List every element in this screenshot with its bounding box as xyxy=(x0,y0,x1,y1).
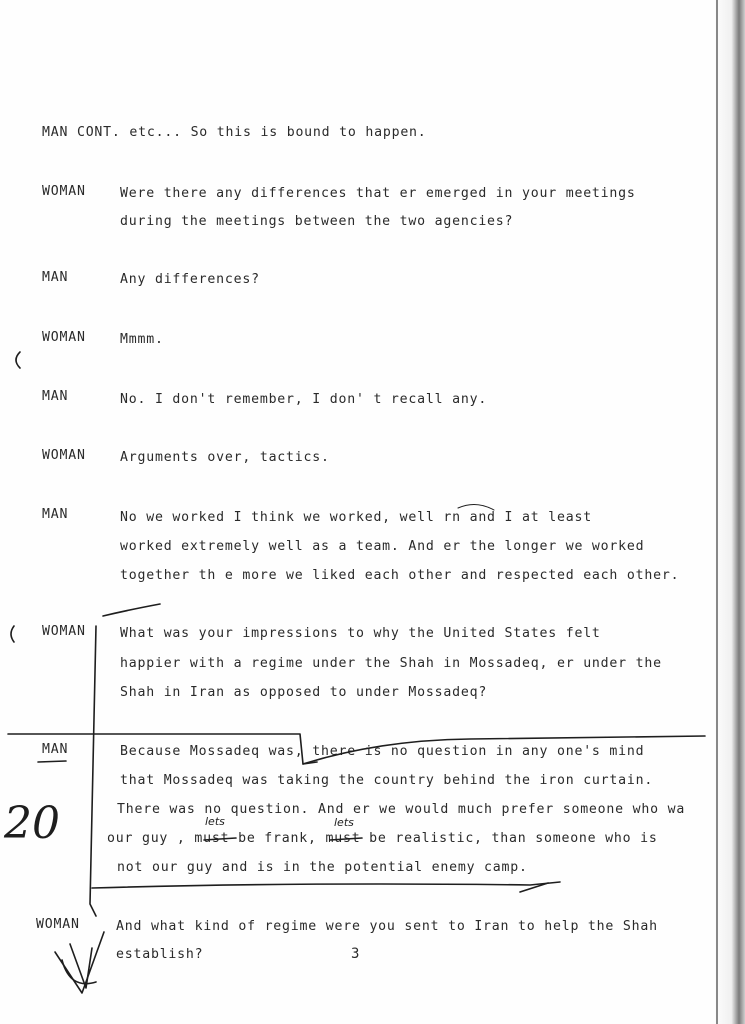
handwritten-insert: lets xyxy=(205,815,225,828)
dialogue-line: during the meetings between the two agencies? xyxy=(120,214,514,229)
dialogue-line: Arguments over, tactics. xyxy=(120,450,330,465)
dialogue-line: Were there any differences that er emerged in your meetings xyxy=(120,186,636,201)
underline xyxy=(38,761,66,762)
continuation-line: MAN CONT. etc... So this is bound to happen. xyxy=(42,125,427,140)
dialogue-line: our guy , must be frank, must be realistic, than someone who is xyxy=(107,831,658,846)
dialogue-line: And what kind of regime were you sent to Iran to help the Shah xyxy=(116,919,658,934)
dialogue-line: No we worked I think we worked, well rn and I at least xyxy=(120,510,592,525)
page-edge-shadow xyxy=(715,0,745,1024)
speaker-label: WOMAN xyxy=(42,330,86,345)
page-number: 3 xyxy=(351,946,360,962)
box-line xyxy=(303,762,317,764)
box-line xyxy=(92,882,560,888)
page-edge-line xyxy=(716,0,718,1024)
speaker-label: WOMAN xyxy=(36,917,80,932)
dialogue-line: Mmmm. xyxy=(120,332,164,347)
handwritten-insert: lets xyxy=(334,816,354,829)
dialogue-line: There was no question. And er we would much prefer someone who wa xyxy=(117,802,686,817)
dialogue-line: establish? xyxy=(116,947,204,962)
margin-paren-mark xyxy=(16,352,20,368)
speaker-label: WOMAN xyxy=(42,624,86,639)
dialogue-line: No. I don't remember, I don' t recall any. xyxy=(120,392,488,407)
speaker-label: MAN xyxy=(42,507,69,522)
dialogue-line: Shah in Iran as opposed to under Mossadeq? xyxy=(120,685,488,700)
arrow-mark xyxy=(55,932,104,993)
speaker-label: WOMAN xyxy=(42,448,86,463)
margin-paren-mark xyxy=(11,626,14,642)
bracket-line xyxy=(90,626,96,916)
dialogue-line: What was your impressions to why the United States felt xyxy=(120,626,601,641)
bracket-line xyxy=(103,604,160,616)
arrow-mark xyxy=(70,944,92,988)
dialogue-line: Because Mossadeq was, there is no question in any one's mind xyxy=(120,744,645,759)
margin-number: 20 xyxy=(4,798,60,849)
arrow-mark xyxy=(62,960,96,984)
speaker-label: MAN xyxy=(42,270,69,285)
dialogue-line: worked extremely well as a team. And er the longer we worked xyxy=(120,539,645,554)
dialogue-line: Any differences? xyxy=(120,272,260,287)
speaker-label: WOMAN xyxy=(42,184,86,199)
dialogue-line: not our guy and is in the potential enemy camp. xyxy=(117,860,528,875)
speaker-label: MAN xyxy=(42,389,69,404)
dialogue-line: together th e more we liked each other and respected each other. xyxy=(120,568,680,583)
dialogue-line: happier with a regime under the Shah in Mossadeq, er under the xyxy=(120,656,662,671)
speaker-label: MAN xyxy=(42,742,69,757)
box-line xyxy=(520,883,548,892)
dialogue-line: that Mossadeq was taking the country behind the iron curtain. xyxy=(120,773,654,788)
